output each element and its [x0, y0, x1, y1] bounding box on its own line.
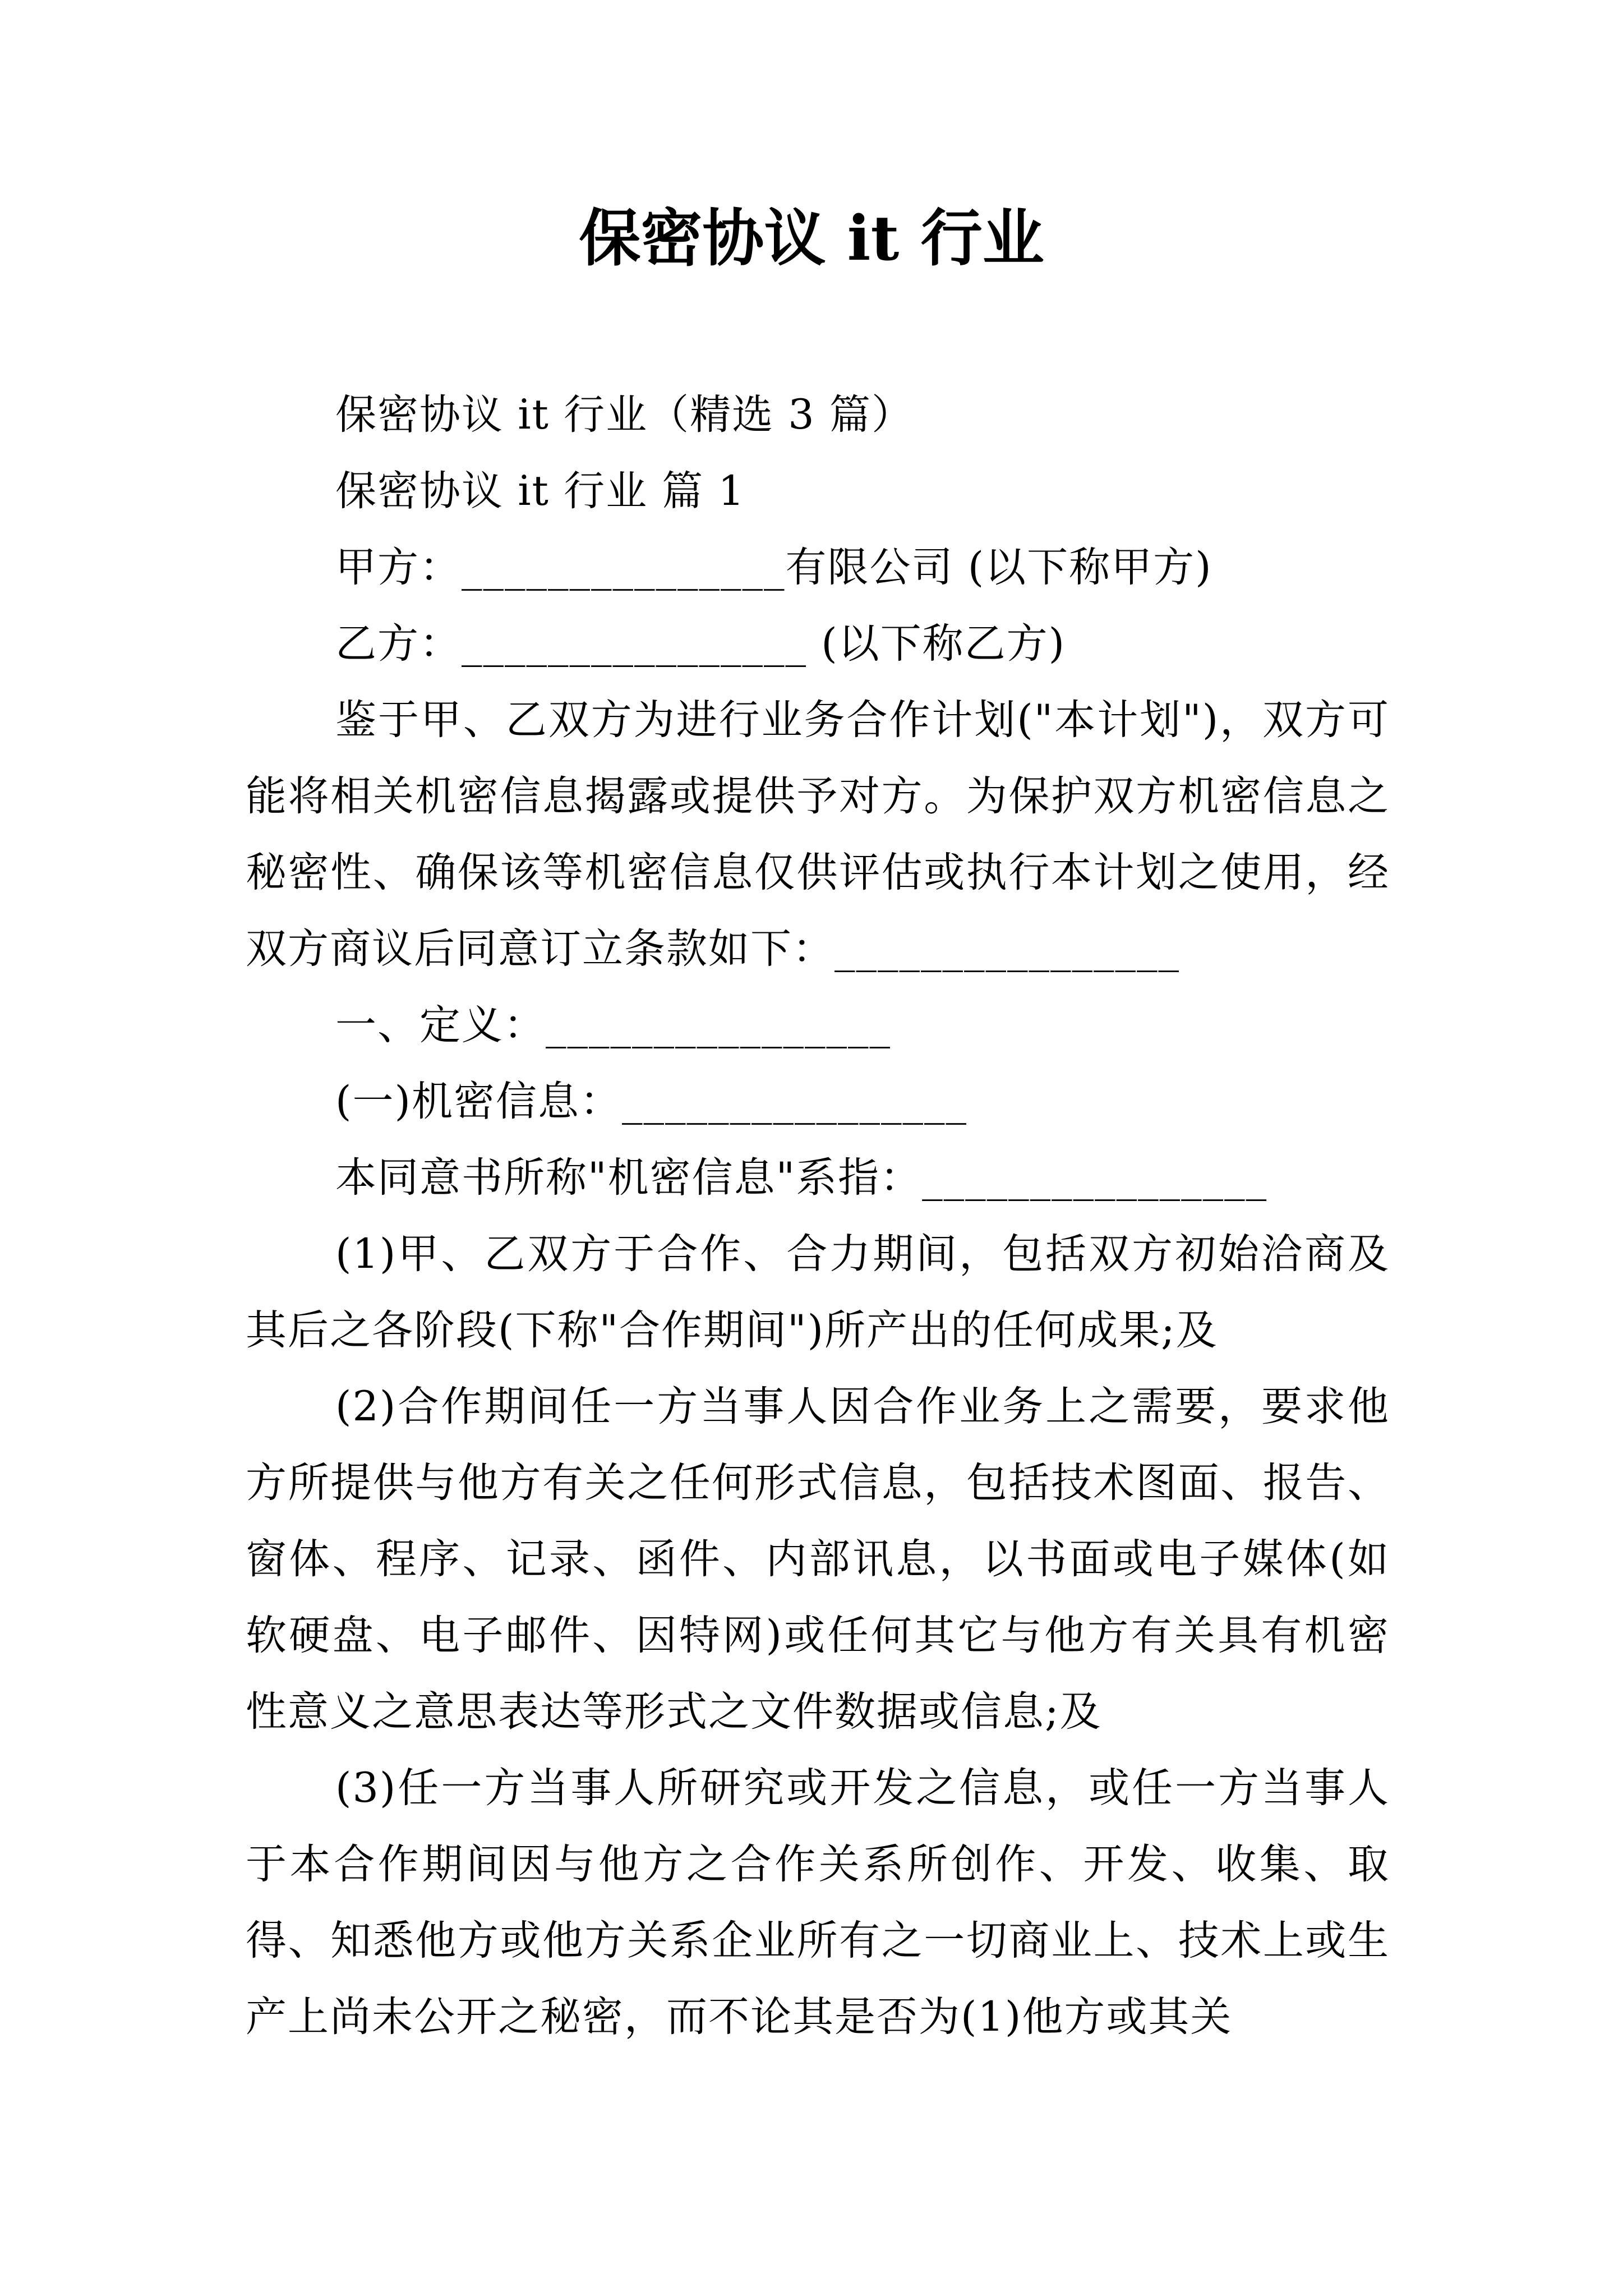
preamble-paragraph: 鉴于甲、乙双方为进行业务合作计划("本计划")，双方可能将相关机密信息揭露或提供予对方。为保护双方机密信息之秘密性、确保该等机密信息仅供评估或执行本计划之使用，经双方商议后同意订立条款如下：________________: [246, 696, 1390, 973]
subtitle-paragraph: 保密协议 it 行业（精选 3 篇）: [335, 391, 914, 439]
document-body: [246, 377, 1390, 2055]
clause-2-paragraph: (2)合作期间任一方当事人因合作业务上之需要，要求他方所提供与他方有关之任何形式信息，包括技术图面、报告、窗体、程序、记录、函件、内部讯息，以书面或电子媒体(如软硬盘、电子邮件、因特网)或任何其它与他方有关具有机密性意义之意思表达等形式之文件数据或信息;及: [246, 1383, 1390, 1736]
clause-1-paragraph: (1)甲、乙双方于合作、合力期间，包括双方初始洽商及其后之各阶段(下称"合作期间")所产出的任何成果;及: [246, 1230, 1390, 1354]
party-a-line: 甲方：_______________有限公司 (以下称甲方): [335, 544, 1212, 591]
confidential-info-heading: (一)机密信息：________________: [335, 1078, 967, 1125]
confidential-info-intro: 本同意书所称"机密信息"系指：________________: [335, 1154, 1268, 1202]
document-title: 保密协议 it 行业: [579, 202, 1044, 274]
definition-heading: 一、定义：________________: [335, 1001, 891, 1049]
section-heading: 保密协议 it 行业 篇 1: [335, 467, 745, 515]
clause-3-paragraph: (3)任一方当事人所研究或开发之信息，或任一方当事人于本合作期间因与他方之合作关系所创作、开发、收集、取得、知悉他方或他方关系企业所有之一切商业上、技术上或生产上尚未公开之秘密，而不论其是否为(1)他方或其关: [246, 1764, 1390, 2041]
party-b-line: 乙方：________________ (以下称乙方): [335, 620, 1066, 668]
